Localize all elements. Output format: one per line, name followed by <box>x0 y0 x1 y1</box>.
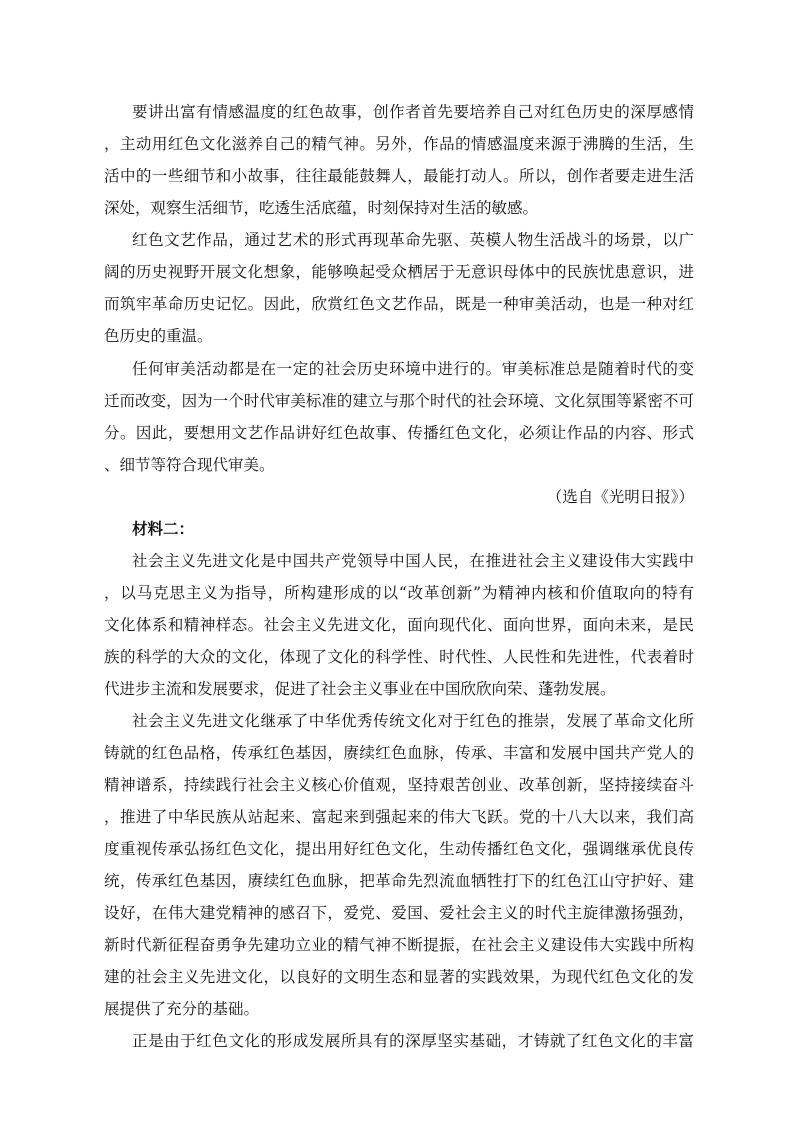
text-line: 社会主义先进文化是中国共产党领导中国人民，在推进社会主义建设伟大实践中 <box>132 552 694 570</box>
text-line: 设好，在伟大建党精神的感召下，爱党、爱国、爱社会主义的时代主旋律激扬强劲， <box>104 904 694 922</box>
section-heading: 材料二： <box>132 519 195 538</box>
text-line: 统，传承红色基因，赓续红色血脉，把革命先烈流血牺牲打下的红色江山守护好、建 <box>104 872 694 890</box>
text-line: 度重视传承弘扬红色文化，提出用好红色文化，生动传播红色文化，强调继承优良传 <box>104 840 694 858</box>
text-line: 阔的历史视野开展文化想象，能够唤起受众栖居于无意识母体中的民族忧患意识，进 <box>104 263 694 281</box>
text-line: 深处，观察生活细节，吃透生活底蕴，时刻保持对生活的敏感。 <box>104 199 539 217</box>
text-line: 建的社会主义先进文化，以良好的文明生态和显著的实践效果，为现代红色文化的发 <box>104 968 694 986</box>
text-line: 铸就的红色品格，传承红色基因，赓续红色血脉，传承、丰富和发展中国共产党人的 <box>104 744 694 762</box>
text-line: ，主动用红色文化滋养自己的精气神。另外，作品的情感温度来源于沸腾的生活，生 <box>104 135 694 153</box>
text-line: 活中的一些细节和小故事，往往最能鼓舞人，最能打动人。所以，创作者要走进生活 <box>104 167 694 185</box>
text-line: ，推进了中华民族从站起来、富起来到强起来的伟大飞跃。党的十八大以来，我们高 <box>104 808 694 826</box>
text-line: 新时代新征程奋勇争先建功立业的精气神不断提振，在社会主义建设伟大实践中所构 <box>104 936 694 954</box>
text-line: 而筑牢革命历史记忆。因此，欣赏红色文艺作品，既是一种审美活动，也是一种对红 <box>104 295 694 313</box>
text-line: 红色文艺作品，通过艺术的形式再现革命先驱、英模人物生活战斗的场景，以广 <box>132 231 694 249</box>
text-line: 色历史的重温。 <box>104 327 213 345</box>
text-line: 分。因此，要想用文艺作品讲好红色故事、传播红色文化，必须让作品的内容、形式 <box>104 424 694 442</box>
text-line: 要讲出富有情感温度的红色故事，创作者首先要培养自己对红色历史的深厚感情 <box>132 103 694 121</box>
text-line: 任何审美活动都是在一定的社会历史环境中进行的。审美标准总是随着时代的变 <box>132 360 694 378</box>
source-citation: （选自《光明日报》） <box>546 488 694 506</box>
text-line: ，以马克思主义为指导，所构建形成的以“改革创新”为精神内核和价值取向的特有 <box>104 584 694 602</box>
text-line: 展提供了充分的基础。 <box>104 1000 260 1018</box>
text-line: 精神谱系，持续践行社会主义核心价值观，坚持艰苦创业、改革创新，坚持接续奋斗 <box>104 776 694 794</box>
text-line: 族的科学的大众的文化，体现了文化的科学性、时代性、人民性和先进性，代表着时 <box>104 648 694 666</box>
text-line: 、细节等符合现代审美。 <box>104 456 275 474</box>
text-line: 代进步主流和发展要求，促进了社会主义事业在中国欣欣向荣、蓬勃发展。 <box>104 680 616 698</box>
text-line: 迁而改变，因为一个时代审美标准的建立与那个时代的社会环境、文化氛围等紧密不可 <box>104 392 694 410</box>
text-line: 文化体系和精神样态。社会主义先进文化，面向现代化、面向世界，面向未来，是民 <box>104 616 694 634</box>
text-line: 正是由于红色文化的形成发展所具有的深厚坚实基础，才铸就了红色文化的丰富 <box>132 1032 694 1050</box>
text-line: 社会主义先进文化继承了中华优秀传统文化对于红色的推崇，发展了革命文化所 <box>132 712 694 730</box>
